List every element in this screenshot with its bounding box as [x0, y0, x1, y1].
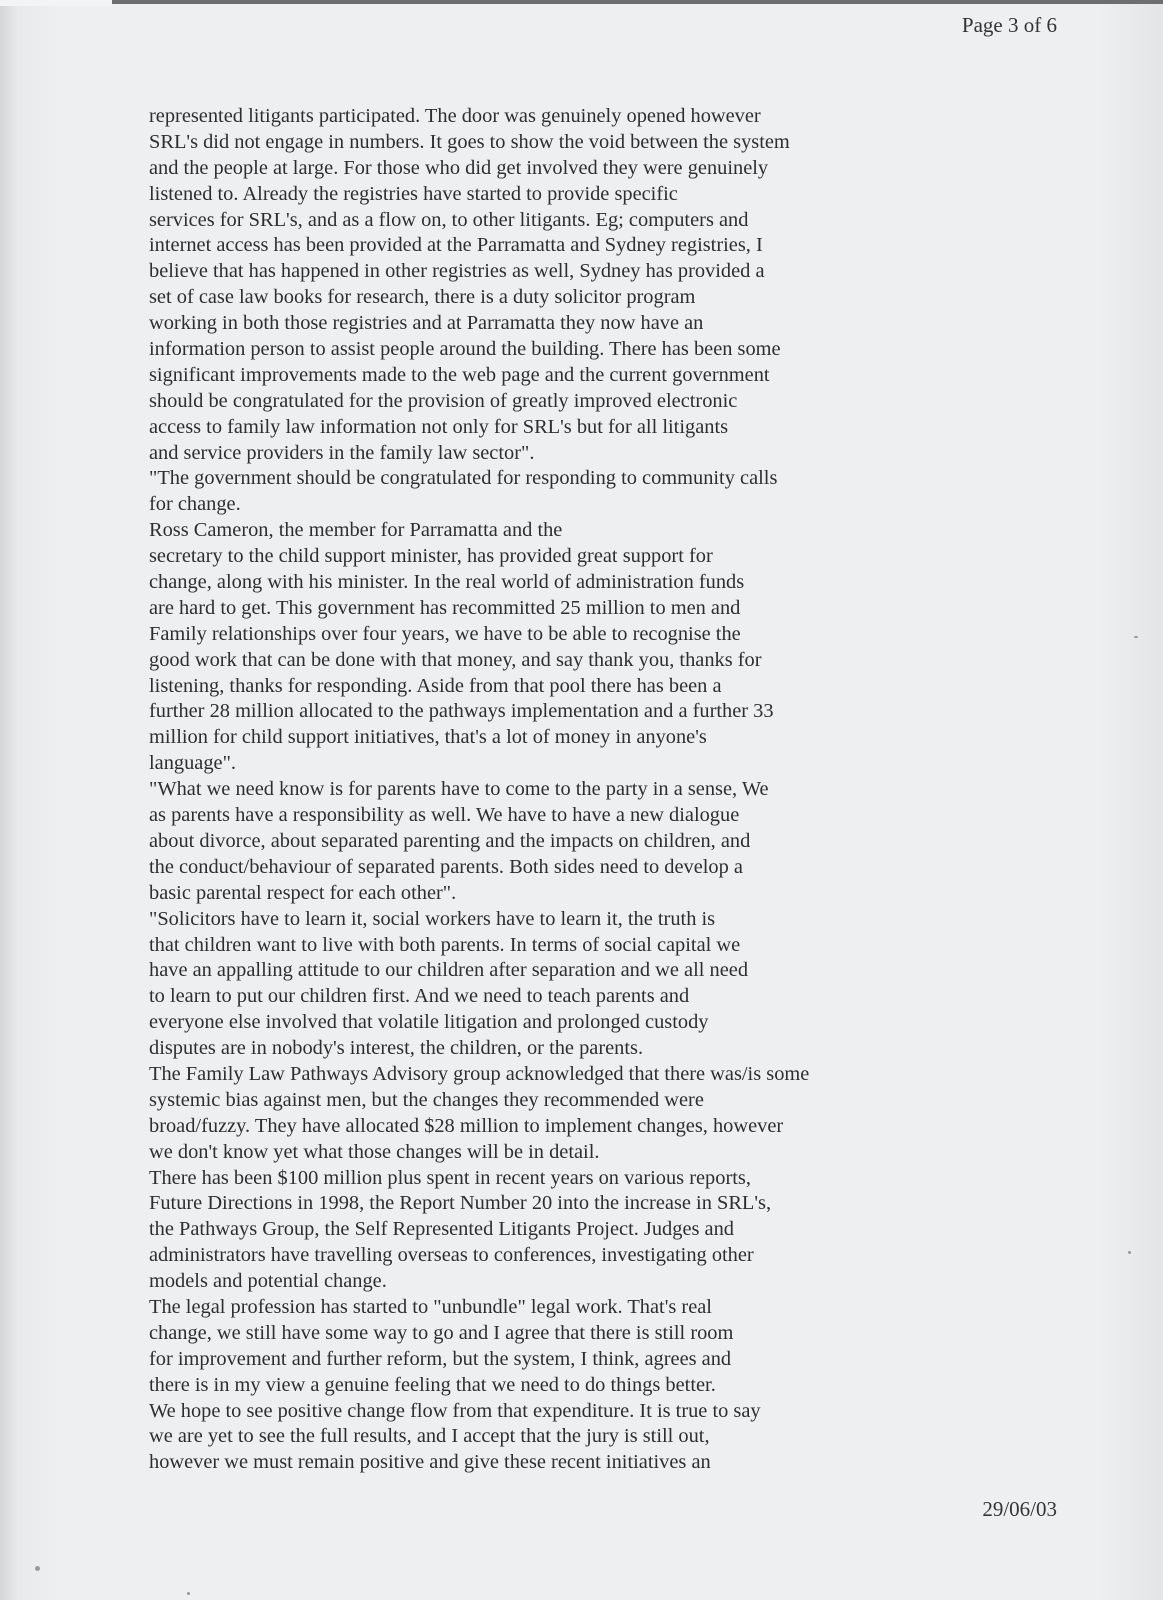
text-line: for change.: [149, 493, 241, 516]
text-line: the Pathways Group, the Self Represented Litigants Project. Judges and: [149, 1218, 734, 1241]
text-line: secretary to the child support minister, has provided great support for: [149, 545, 713, 568]
text-line: systemic bias against men, but the changes they recommended were: [149, 1088, 704, 1111]
text-line: listening, thanks for responding. Aside from that pool there has been a: [149, 674, 722, 697]
text-line: broad/fuzzy. They have allocated $28 million to implement changes, however: [149, 1114, 784, 1137]
text-line: We hope to see positive change flow from that expenditure. It is true to say: [149, 1399, 761, 1422]
text-line: further 28 million allocated to the pathways implementation and a further 33: [149, 700, 774, 723]
text-line: and the people at large. For those who did get involved they were genuinely: [149, 156, 769, 179]
text-line: change, we still have some way to go and I agree that there is still room: [149, 1321, 734, 1344]
text-line: we don't know yet what those changes will be in detail.: [149, 1140, 600, 1163]
text-line: we are yet to see the full results, and I accept that the jury is still out,: [149, 1425, 710, 1448]
text-line: information person to assist people around the building. There has been some: [149, 338, 781, 361]
text-line: should be congratulated for the provision of greatly improved electronic: [149, 389, 738, 412]
text-line: are hard to get. This government has recommitted 25 million to men and: [149, 596, 741, 619]
text-line: access to family law information not only for SRL's but for all litigants: [149, 415, 729, 438]
text-line: good work that can be done with that money, and say thank you, thanks for: [149, 648, 762, 671]
text-line: million for child support initiatives, that's a lot of money in anyone's: [149, 726, 707, 749]
text-line: set of case law books for research, there is a duty solicitor program: [149, 286, 696, 309]
scan-speck: [187, 1592, 190, 1595]
document-date: 29/06/03: [982, 1497, 1057, 1521]
text-line: The legal profession has started to "unbundle" legal work. That's real: [149, 1295, 712, 1318]
text-line: Family relationships over four years, we have to be able to recognise the: [149, 622, 741, 645]
text-line: There has been $100 million plus spent in recent years on various reports,: [149, 1166, 751, 1189]
page-edge-shadow: [0, 0, 112, 6]
text-line: and service providers in the family law sector".: [149, 441, 535, 464]
text-line: "The government should be congratulated for responding to community calls: [149, 467, 778, 490]
text-line: disputes are in nobody's interest, the children, or the parents.: [149, 1037, 644, 1060]
text-line: services for SRL's, and as a flow on, to other litigants. Eg; computers and: [149, 208, 749, 231]
page-number: Page 3 of 6: [961, 13, 1057, 37]
text-line: "What we need know is for parents have to come to the party in a sense, We: [149, 778, 769, 801]
scan-speck: [1128, 1251, 1131, 1254]
text-line: have an appalling attitude to our children after separation and we all need: [149, 959, 749, 982]
text-line: there is in my view a genuine feeling that we need to do things better.: [149, 1373, 716, 1396]
text-line: administrators have travelling overseas to conferences, investigating other: [149, 1244, 754, 1267]
text-line: to learn to put our children first. And we need to teach parents and: [149, 985, 690, 1008]
text-line: as parents have a responsibility as well. We have to have a new dialogue: [149, 804, 740, 827]
top-border-line: [112, 0, 1163, 4]
text-line: basic parental respect for each other".: [149, 881, 457, 904]
text-line: listened to. Already the registries have started to provide specific: [149, 182, 678, 205]
text-line: The Family Law Pathways Advisory group acknowledged that there was/is some: [149, 1062, 810, 1085]
text-line: for improvement and further reform, but the system, I think, agrees and: [149, 1347, 732, 1370]
text-line: models and potential change.: [149, 1270, 387, 1293]
text-line: believe that has happened in other registries as well, Sydney has provided a: [149, 260, 765, 283]
text-line: represented litigants participated. The door was genuinely opened however: [149, 105, 761, 127]
text-line: change, along with his minister. In the real world of administration funds: [149, 571, 745, 594]
text-line: the conduct/behaviour of separated parents. Both sides need to develop a: [149, 855, 743, 878]
text-line: working in both those registries and at Parramatta they now have an: [149, 312, 704, 335]
text-line: Future Directions in 1998, the Report Number 20 into the increase in SRL's,: [149, 1192, 772, 1215]
document-body: [149, 104, 1049, 1476]
text-line: however we must remain positive and give these recent initiatives an: [149, 1451, 711, 1474]
scan-speck: [35, 1566, 40, 1571]
text-line: Ross Cameron, the member for Parramatta and the: [149, 519, 563, 542]
scan-speck: [1134, 636, 1138, 638]
text-line: language".: [149, 752, 237, 775]
text-line: everyone else involved that volatile litigation and prolonged custody: [149, 1011, 709, 1034]
text-line: about divorce, about separated parenting and the impacts on children, and: [149, 829, 751, 852]
text-line: "Solicitors have to learn it, social workers have to learn it, the truth is: [149, 907, 716, 930]
text-line: significant improvements made to the web page and the current government: [149, 363, 770, 386]
text-line: that children want to live with both parents. In terms of social capital we: [149, 933, 741, 956]
text-line: internet access has been provided at the Parramatta and Sydney registries, I: [149, 234, 763, 257]
text-line: SRL's did not engage in numbers. It goes to show the void between the system: [149, 130, 790, 153]
